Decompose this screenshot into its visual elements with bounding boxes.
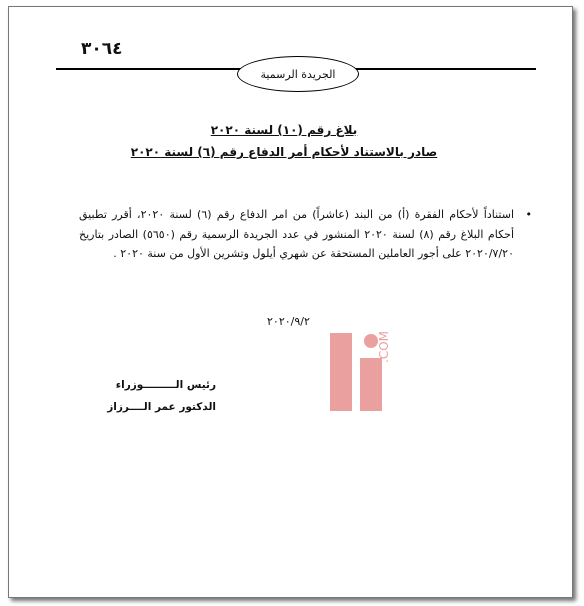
bullet-icon: •	[525, 208, 532, 221]
site-watermark-logo	[322, 303, 402, 423]
notice-paragraph: استناداً لأحكام الفقرة (أ) من البند (عاشراً) من امر الدفاع رقم (٦) لسنة ٢٠٢٠، أقرر تطبيق أحكام البلاغ رقم (٨) لسنة ٢٠٢٠ المنشور في عدد الجريدة الرسمية رقم (٥٦٥٠) الصادر بتاريخ ٢٠٢٠/٧/٢٠ على أجور العاملين المستحقة عن شهري أيلول وتشرين الأول من سنة ٢٠٢٠ .	[79, 208, 515, 260]
notice-subtitle: صادر بالاستناد لأحكام أمر الدفاع رقم (٦) لسنة ٢٠٢٠	[130, 145, 438, 159]
watermark-text: .COM	[377, 331, 391, 363]
watermark-dot	[364, 334, 378, 348]
signatory-title: رئيس الـــــــــوزراء	[115, 379, 216, 391]
gazette-name-badge	[237, 56, 359, 92]
notice-body	[79, 205, 532, 264]
signature-block	[104, 374, 216, 418]
watermark-bar-right	[360, 358, 382, 411]
page-number: ٣٠٦٤	[81, 39, 123, 59]
signatory-name: الدكتور عمر الــــرزاز	[107, 401, 216, 413]
watermark-bar-left	[330, 333, 352, 411]
notice-title: بلاغ رقم (١٠) لسنة ٢٠٢٠	[210, 123, 358, 137]
document-titles	[109, 119, 459, 163]
document-page	[8, 6, 573, 598]
issue-date: ٢٠٢٠/٩/٢	[267, 315, 310, 328]
gazette-name: الجريدة الرسمية	[260, 67, 336, 81]
